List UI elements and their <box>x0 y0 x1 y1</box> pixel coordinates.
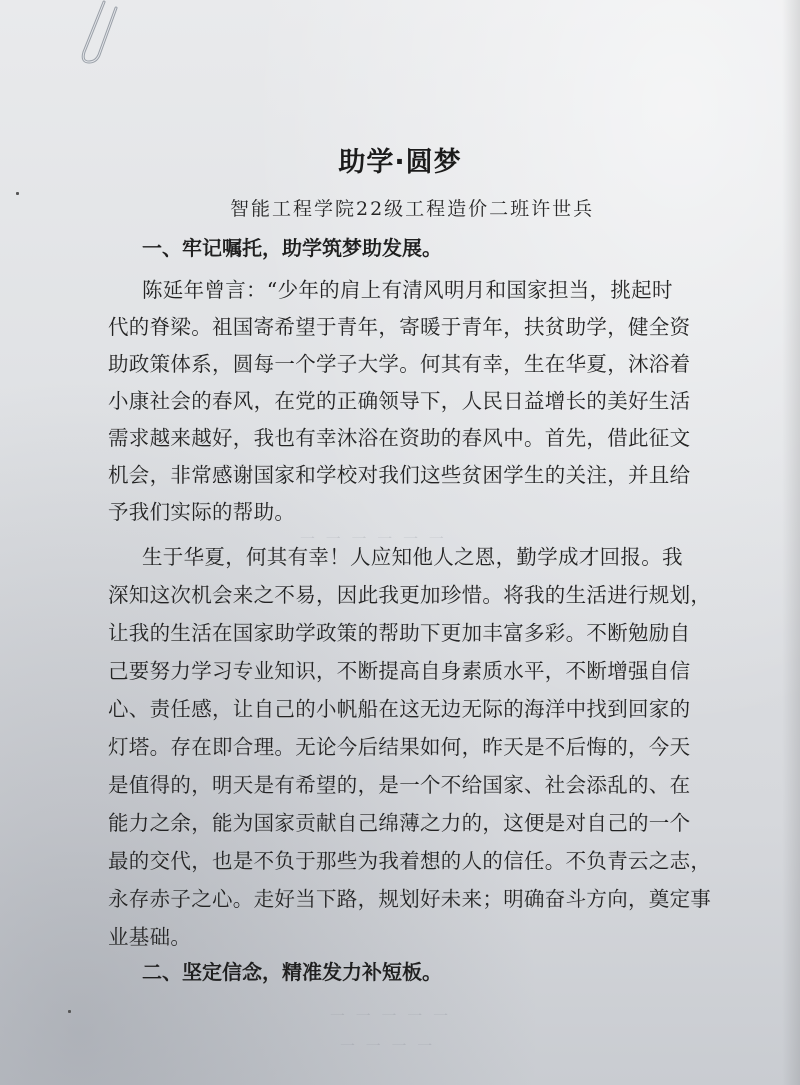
body-text-line: 机会，非常感谢国家和学校对我们这些贫困学生的关注，并且给 <box>108 463 691 487</box>
body-text-line: 最的交代，也是不负于那些为我着想的人的信任。不负青云之志， <box>108 849 712 873</box>
body-text-line: 心、责任感，让自己的小帆船在这无边无际的海洋中找到回家的 <box>108 697 691 721</box>
body-text-line: 永存赤子之心。走好当下路，规划好未来；明确奋斗方向，奠定事 <box>108 887 712 911</box>
document-title: 助学·圆梦 <box>338 147 462 178</box>
punch-mark <box>16 192 19 195</box>
author-line: 智能工程学院22级工程造价二班许世兵 <box>230 198 595 220</box>
paperclip-icon <box>74 0 124 70</box>
body-text-line: 让我的生活在国家助学政策的帮助下更加丰富多彩。不断勉励自 <box>108 621 691 645</box>
section-heading: 二、坚定信念，精准发力补短板。 <box>142 960 442 984</box>
body-text-line: 代的脊梁。祖国寄希望于青年，寄暖于青年，扶贫助学，健全资 <box>108 315 691 339</box>
bleed-through-text: 一 一 一 一 一 一 <box>300 530 447 548</box>
bleed-through-text: 一 一 一 一 <box>340 1037 436 1055</box>
body-text-line: 小康社会的春风，在党的正确领导下，人民日益增长的美好生活 <box>108 389 691 413</box>
body-text-line: 生于华夏，何其有幸！人应知他人之恩，勤学成才回报。我 <box>142 545 683 569</box>
body-text-line: 己要努力学习专业知识，不断提高自身素质水平，不断增强自信 <box>108 659 691 683</box>
bleed-through-text: 一 一 一 一 一 <box>330 1007 452 1025</box>
section-heading: 一、牢记嘱托，助学筑梦助发展。 <box>142 236 442 260</box>
body-text-line: 需求越来越好，我也有幸沐浴在资助的春风中。首先，借此征文 <box>108 426 691 450</box>
body-text-line: 业基础。 <box>108 925 192 949</box>
body-text-line: 深知这次机会来之不易，因此我更加珍惜。将我的生活进行规划， <box>108 583 712 607</box>
punch-mark <box>68 1010 71 1013</box>
body-text-line: 陈延年曾言：“少年的肩上有清风明月和国家担当，挑起时 <box>142 278 673 302</box>
body-text-line: 能力之余，能为国家贡献自己绵薄之力的，这便是对自己的一个 <box>108 811 691 835</box>
body-text-line: 予我们实际的帮助。 <box>108 500 296 524</box>
body-text-line: 是值得的，明天是有希望的，是一个不给国家、社会添乱的、在 <box>108 773 691 797</box>
body-text-line: 助政策体系，圆每一个学子大学。何其有幸，生在华夏，沐浴着 <box>108 352 691 376</box>
body-text-line: 灯塔。存在即合理。无论今后结果如何，昨天是不后悔的，今天 <box>108 735 691 759</box>
